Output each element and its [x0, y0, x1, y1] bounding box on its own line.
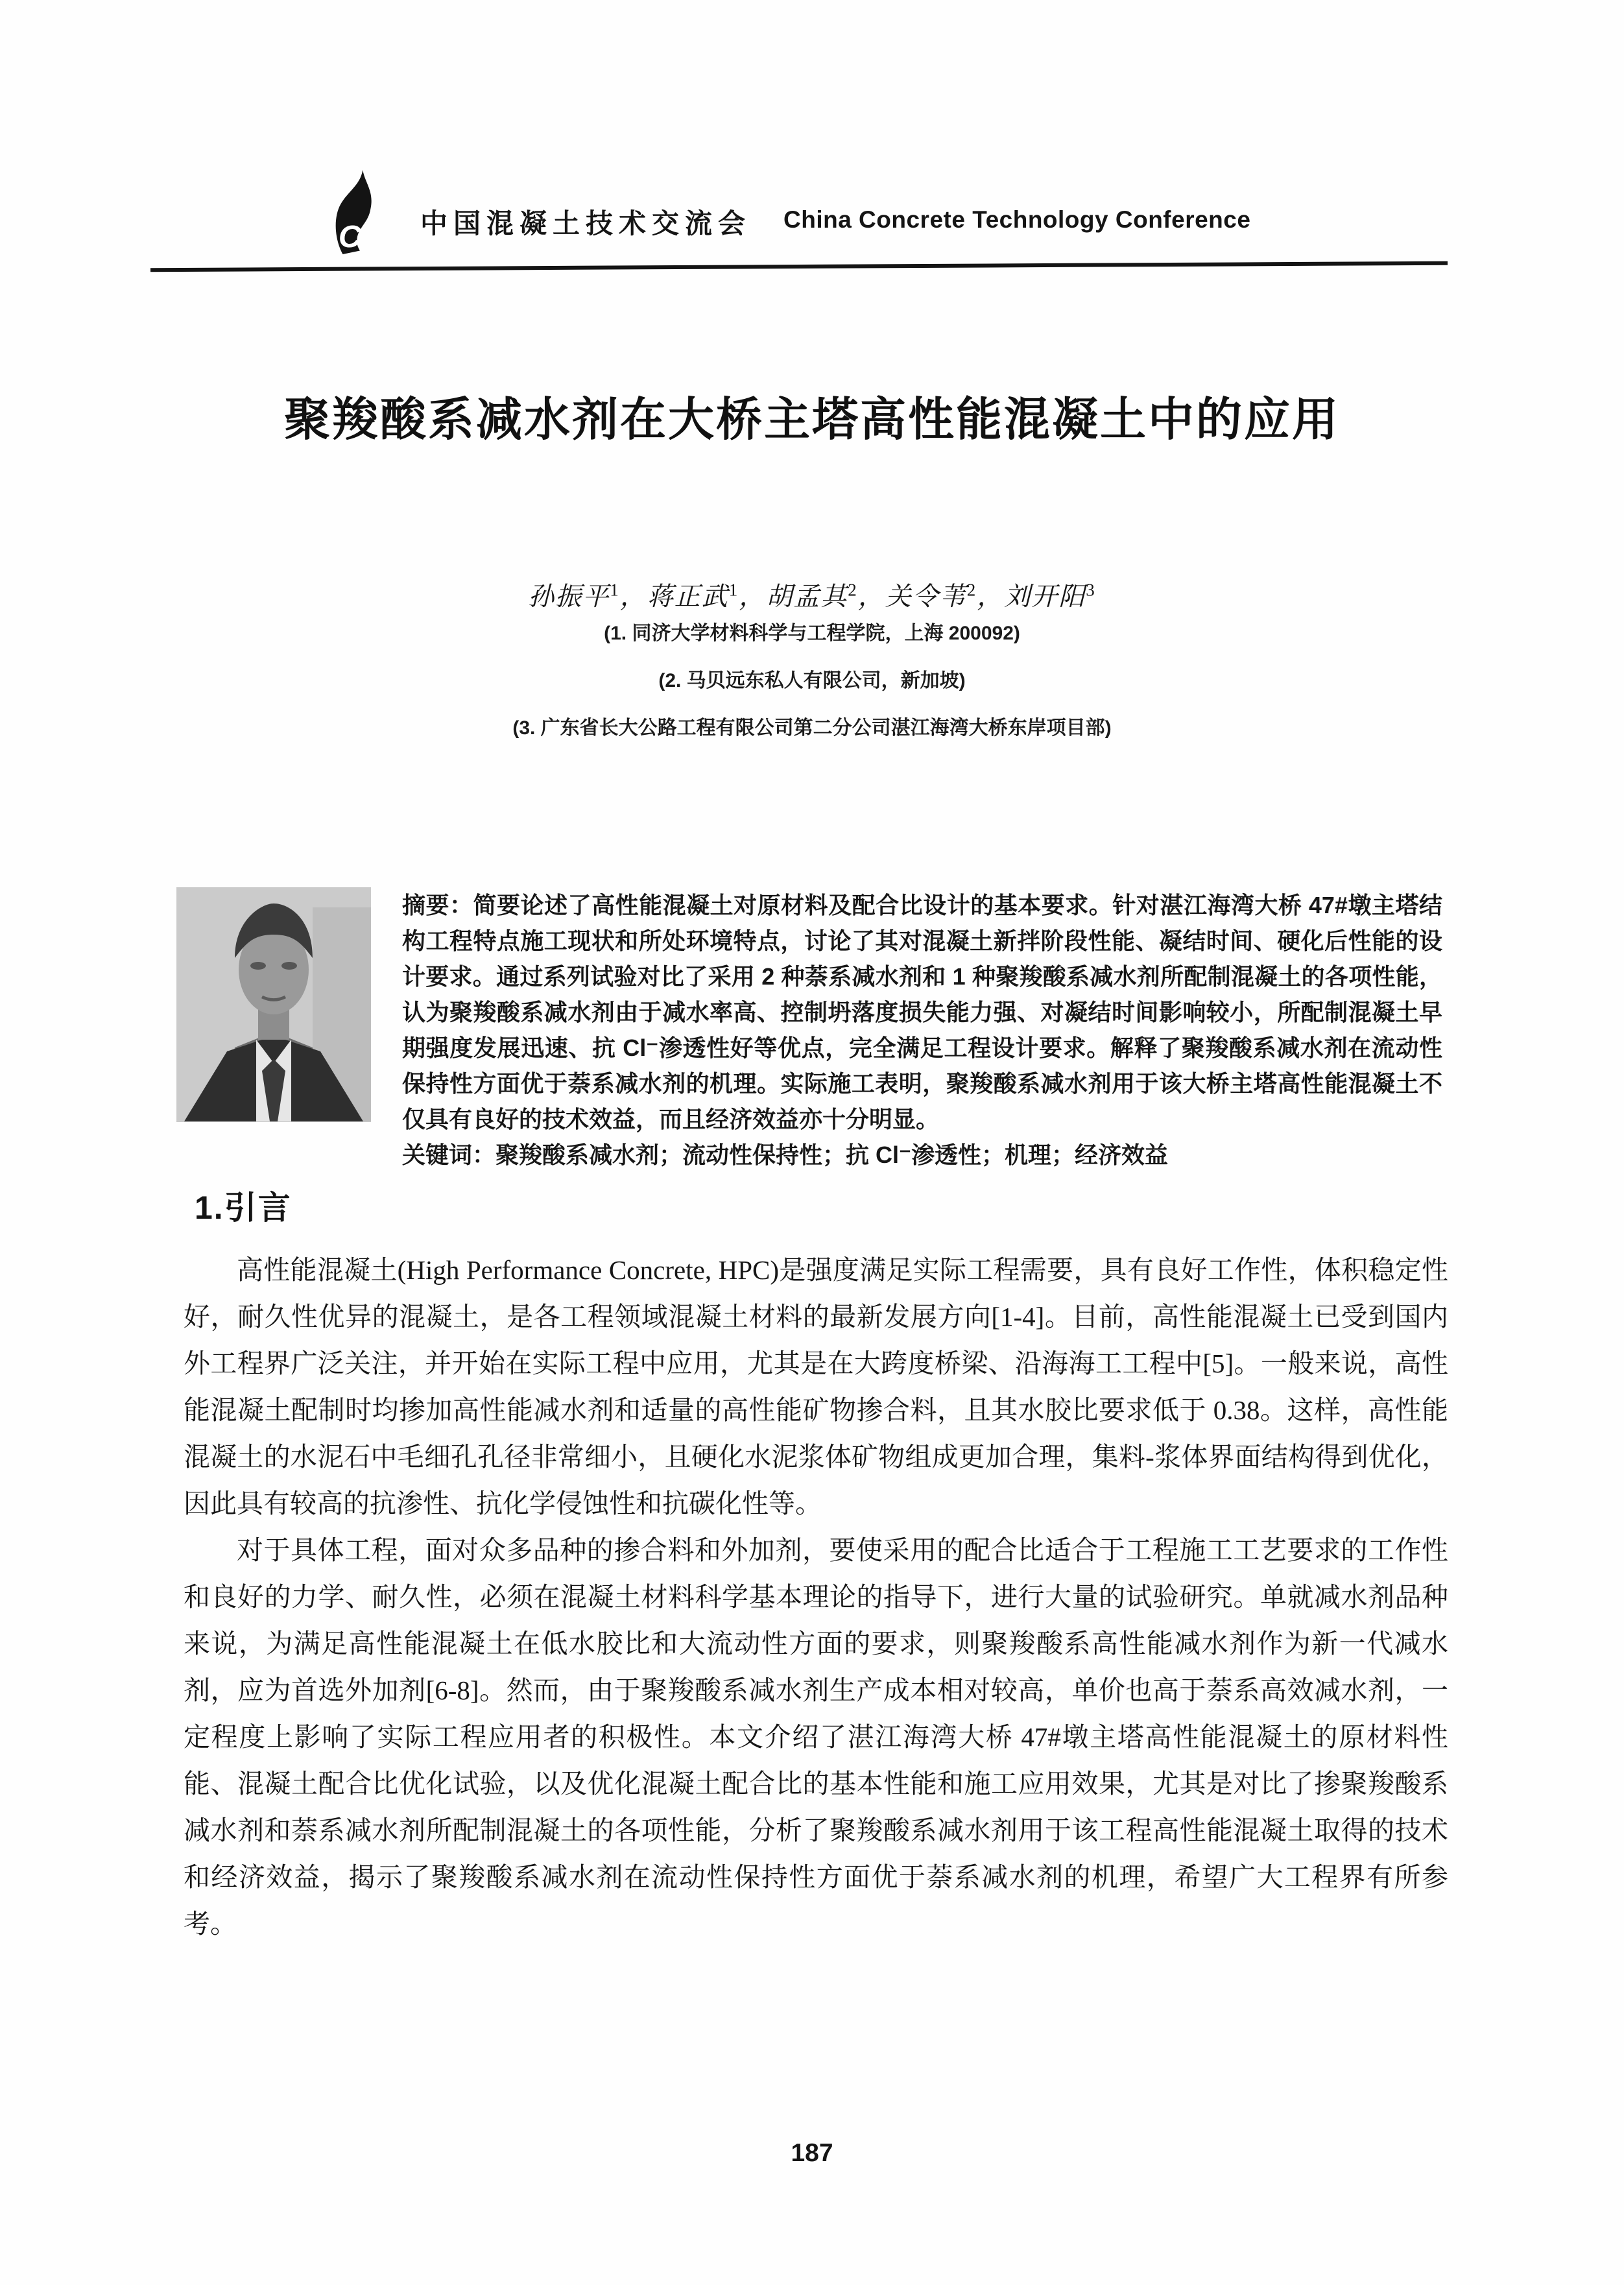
- section-heading-introduction: 1.引言: [195, 1190, 292, 1226]
- author: 蒋正武$^1$: [647, 580, 739, 611]
- author-affiliation-superscript: 3: [1086, 580, 1096, 600]
- author-separator: ，: [619, 582, 647, 611]
- affiliation-3: (3. 广东省长大公路工程有限公司第二分公司湛江海湾大桥东岸项目部): [512, 717, 1112, 739]
- intro-paragraph-1: 高性能混凝土(High Performance Concrete, HPC)是强度满足实际工程需要，具有良好工作性，体积稳定性好，耐久性优异的混凝土，是各工程领域混凝土材料的最新发展方向[1-4]。目前，高性能混凝土已受到国内外工程界广泛关注，并开始在实际工程中应用，尤其是在大跨度桥梁、沿海海工工程中[5]。一般来说，高性能混凝土配制时均掺加高性能减水剂和适量的高性能矿物掺合料，且其水胶比要求低于 0.38。这样，高性能混凝土的水泥石中毛细孔孔径非常细小，且硬化水泥浆体矿物组成更加合理，集料-浆体界面结构得到优化，因此具有较高的抗渗性、抗化学侵蚀性和抗碳化性等。: [184, 1255, 1448, 1518]
- abstract-label: 摘要：: [402, 892, 473, 918]
- intro-paragraph-2: 对于具体工程，面对众多品种的掺合料和外加剂，要使采用的配合比适合于工程施工工艺要求的工作性和良好的力学、耐久性，必须在混凝土材料科学基本理论的指导下，进行大量的试验研究。单就减水剂品种来说，为满足高性能混凝土在低水胶比和大流动性方面的要求，则聚羧酸系高性能减水剂作为新一代减水剂，应为首选外加剂[6-8]。然而，由于聚羧酸系减水剂生产成本相对较高，单价也高于萘系高效减水剂，一定程度上影响了实际工程应用者的积极性。本文介绍了湛江海湾大桥 47#墩主塔高性能混凝土的原材料性能、混凝土配合比优化试验，以及优化混凝土配合比的基本性能和施工应用效果，尤其是对比了掺聚羧酸系减水剂和萘系减水剂所配制混凝土的各项性能，分析了聚羧酸系减水剂用于该工程高性能混凝土取得的技术和经济效益，揭示了聚羧酸系减水剂在流动性保持性方面优于萘系减水剂的机理，希望广大工程界有所参考。: [184, 1535, 1448, 1939]
- author: 刘开阳$^3$: [1004, 580, 1096, 611]
- author-photo: [176, 887, 371, 1122]
- author-affiliation-superscript: 2: [966, 580, 977, 600]
- author: 孙振平$^1$: [528, 580, 620, 611]
- abstract-text: [402, 887, 1442, 1173]
- abstract-paragraph: [402, 887, 1442, 1137]
- affiliation-2: (2. 马贝远东私人有限公司，新加坡): [658, 670, 966, 691]
- conference-title-zh: 中国混凝土技术交流会: [420, 208, 752, 239]
- svg-text:C: C: [338, 219, 361, 254]
- affiliation-list: [0, 624, 1624, 766]
- author-separator: ，: [739, 582, 767, 611]
- keywords-body: 聚羧酸系减水剂；流动性保持性；抗 Cl⁻渗透性；机理；经济效益: [496, 1142, 1169, 1168]
- paper-title: 聚羧酸系减水剂在大桥主塔高性能混凝土中的应用: [283, 394, 1340, 446]
- affiliation-1: (1. 同济大学材料科学与工程学院，上海 200092): [604, 623, 1020, 644]
- keywords-line: [402, 1137, 1442, 1173]
- author-affiliation-superscript: 2: [848, 580, 858, 600]
- page-number: 187: [791, 2139, 833, 2167]
- header-rule: [150, 261, 1448, 272]
- author-affiliation-superscript: 1: [610, 580, 620, 600]
- author: 关令苇$^2$: [885, 580, 977, 611]
- introduction-body: [184, 1247, 1448, 1947]
- author: 胡孟其$^2$: [766, 580, 858, 611]
- abstract-block: [176, 887, 1442, 1173]
- author-separator: ，: [857, 582, 885, 611]
- author-separator: ，: [977, 582, 1005, 611]
- keywords-label: 关键词：: [402, 1142, 496, 1168]
- author-line: [0, 576, 1624, 613]
- author-affiliation-superscript: 1: [728, 580, 739, 600]
- conference-title-en: China Concrete Technology Conference: [783, 206, 1251, 233]
- conference-flame-logo-icon: [328, 170, 379, 254]
- abstract-body: 简要论述了高性能混凝土对原材料及配合比设计的基本要求。针对湛江海湾大桥 47#墩主塔结构工程特点施工现状和所处环境特点，讨论了其对混凝土新拌阶段性能、凝结时间、硬化后性能的设计要求。通过系列试验对比了采用 2 种萘系减水剂和 1 种聚羧酸系减水剂所配制混凝土的各项性能，认为聚羧酸系减水剂由于减水率高、控制坍落度损失能力强、对凝结时间影响较小，所配制混凝土早期强度发展迅速、抗 Cl⁻渗透性好等优点，完全满足工程设计要求。解释了聚羧酸系减水剂在流动性保持性方面优于萘系减水剂的机理。实际施工表明，聚羧酸系减水剂用于该大桥主塔高性能混凝土不仅具有良好的技术效益，而且经济效益亦十分明显。: [402, 892, 1442, 1132]
